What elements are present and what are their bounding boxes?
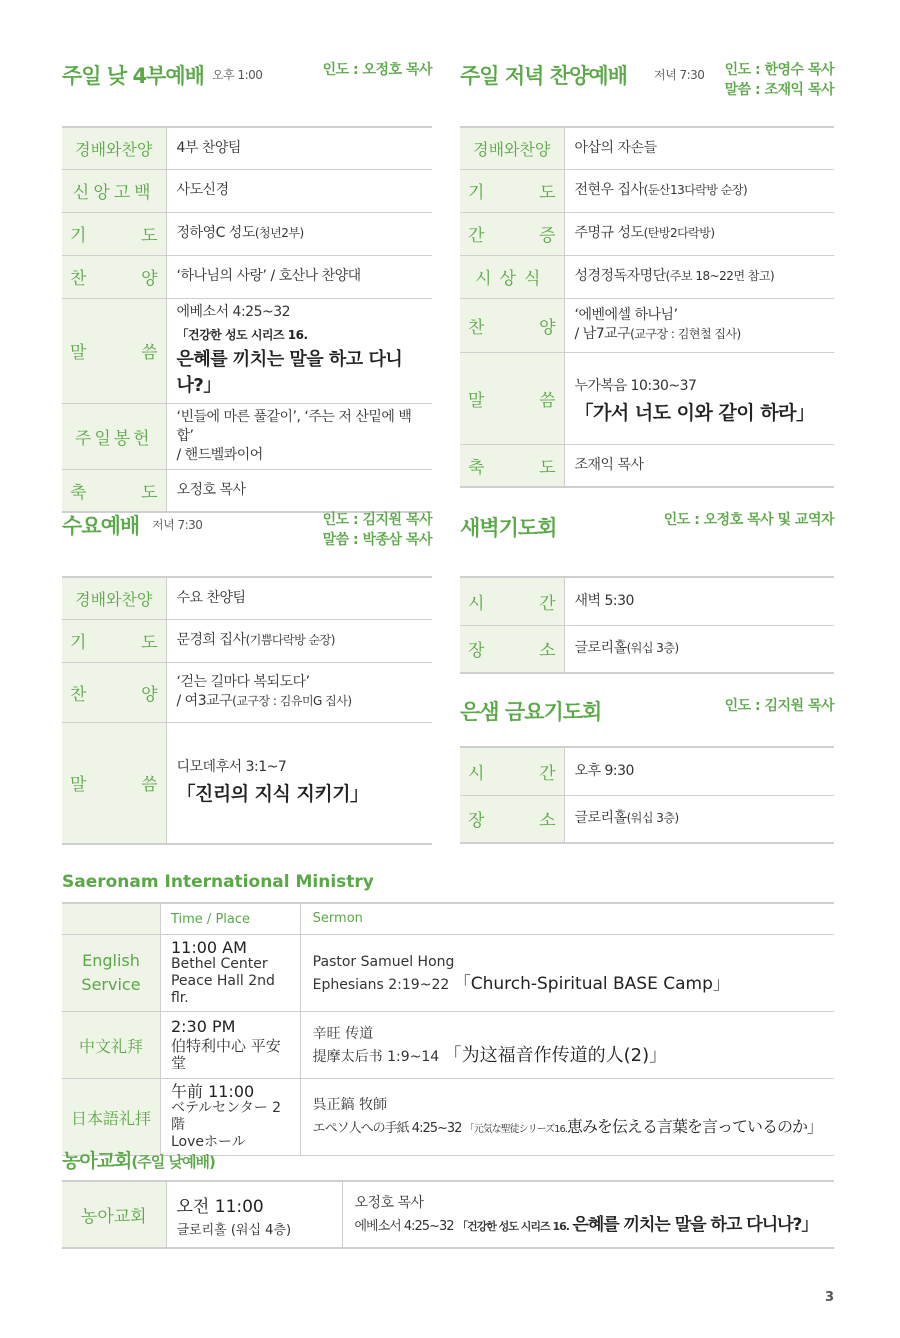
sim-table (62, 902, 834, 1156)
page-number: 3 (824, 1290, 834, 1305)
label-char: 도 (141, 633, 158, 653)
table-row (62, 662, 432, 722)
table-row (62, 722, 432, 844)
row-label (62, 212, 166, 255)
award-note: (주보 18~22면 참고) (665, 269, 775, 283)
preacher: Pastor Samuel Hong (312, 953, 455, 970)
sunday4-time: 오후 1:00 (212, 68, 263, 82)
prayer-name: 문경희 집사 (176, 632, 246, 648)
wednesday-leaders (323, 510, 432, 550)
service-time: 2:30 PM (170, 1017, 236, 1036)
row-label: 경배와찬양 (62, 577, 166, 619)
spread-label (70, 478, 158, 503)
row-label (62, 298, 166, 403)
label-char: 말 (70, 343, 87, 363)
service-name: 中文礼拜 (62, 1012, 160, 1079)
prayer-name: 전현우 집사 (574, 182, 644, 198)
label-char: 찬 (468, 317, 485, 338)
spread-label (468, 221, 556, 246)
time-place (160, 1079, 300, 1156)
table-row (62, 212, 432, 255)
row-label (460, 298, 564, 352)
wednesday-leader: 인도 : 김지원 목사 (322, 512, 432, 528)
nonga-title (62, 1146, 215, 1173)
table-row (460, 577, 834, 625)
prayer-group: (청년2부) (254, 226, 304, 240)
scripture-ref: エペソ人への手紙 4:25~32 (312, 1120, 462, 1136)
table-row (62, 935, 834, 1012)
label-char: 도 (141, 226, 158, 246)
friday-header (460, 696, 834, 746)
sermon-title: 은혜를 끼치는 말을 하고 다니나?」 (176, 348, 403, 396)
table-row (62, 577, 432, 619)
service-name: 日本語礼拝 (62, 1079, 160, 1156)
table-row (460, 747, 834, 795)
scripture-ref: Ephesians 2:19~22 (312, 976, 450, 993)
header-sermon: Sermon (300, 903, 834, 935)
scripture-ref: 에베소서 4:25~32 (354, 1218, 454, 1234)
row-value (564, 212, 834, 255)
row-label (460, 795, 564, 843)
row-value: 새벽 5:30 (564, 577, 834, 625)
testimony-group: (탄방2다락방) (643, 226, 715, 240)
offering-choir: / 핸드벨콰이어 (176, 446, 263, 463)
row-value (564, 298, 834, 352)
choir-name: / 남7교구 (574, 326, 631, 342)
time-place (160, 1012, 300, 1079)
spread-label (468, 178, 556, 203)
label-char: 찬 (70, 269, 87, 289)
label-char: 말 (70, 775, 87, 796)
row-value (564, 625, 834, 673)
spread-label (70, 264, 158, 289)
label-char: 축 (70, 482, 87, 503)
spread-label (70, 770, 158, 795)
spread-label (468, 313, 556, 338)
row-value (166, 662, 432, 722)
label-char: 소 (539, 641, 556, 662)
label-char: 씀 (539, 390, 556, 411)
place-floor: (워십 3층) (626, 811, 679, 826)
friday-section (460, 696, 834, 844)
scripture-ref: 에베소서 4:25~32 (176, 303, 291, 320)
row-value (166, 619, 432, 662)
offering-hymns: ‘빈들에 마른 풀같이’, ‘주는 저 산밑에 백합’ (176, 408, 412, 444)
wednesday-header (62, 510, 432, 576)
row-value: 아삽의 자손들 (564, 127, 834, 169)
label-char: 증 (539, 226, 556, 246)
sunday-evening-leaders (725, 60, 834, 100)
table-row (62, 403, 432, 469)
dawn-header (460, 510, 834, 576)
row-value: 조재익 목사 (564, 444, 834, 487)
nonga-table (62, 1180, 834, 1249)
service-place: 글로리홀 (워십 4층) (176, 1222, 292, 1238)
row-value: 오후 9:30 (564, 747, 834, 795)
row-label (460, 747, 564, 795)
row-label (62, 469, 166, 512)
label-char: 기 (70, 633, 87, 653)
service-time: 11:00 AM (170, 938, 247, 957)
label-char: 기 (468, 183, 485, 203)
row-label (460, 212, 564, 255)
row-label (62, 255, 166, 298)
table-row (62, 469, 432, 512)
wednesday-title: 수요예배 (62, 514, 140, 538)
label-char: 도 (539, 457, 556, 478)
spread-label (468, 453, 556, 478)
sermon-title: 「진리의 지식 지키기」 (176, 783, 369, 806)
label-char: 시 (468, 593, 485, 614)
label-char: 씀 (141, 343, 158, 363)
spread-label (468, 806, 556, 831)
table-header-row (62, 903, 834, 935)
label-char: 간 (468, 226, 485, 246)
label-char: 양 (141, 269, 158, 289)
sermon-series: 「元気な聖徒シリーズ16. (464, 1123, 567, 1135)
table-row (460, 352, 834, 444)
table-row (62, 255, 432, 298)
row-value (564, 169, 834, 212)
sunday4-leader: 인도 : 오정호 목사 (322, 62, 432, 78)
scripture-ref: 提摩太后书 1:9~14 (312, 1048, 440, 1065)
label-char: 장 (468, 641, 485, 662)
row-label (460, 577, 564, 625)
header-time-place: Time / Place (160, 903, 300, 935)
sermon-info (300, 1079, 834, 1156)
label-char: 장 (468, 811, 485, 832)
table-row (460, 625, 834, 673)
wednesday-preacher: 말씀 : 박종삼 목사 (322, 532, 432, 548)
choir-leader: (교구장 : 김현철 집사) (630, 327, 741, 341)
label-char: 양 (539, 317, 556, 338)
sermon-series: 「건강한 성도 시리즈 16. (176, 327, 308, 342)
spread-label (468, 636, 556, 661)
sunday4-header (62, 60, 432, 126)
sunday4-order-table (62, 126, 432, 513)
label-char: 말 (468, 390, 485, 411)
scripture-ref: 디모데후서 3:1~7 (176, 759, 287, 776)
spread-label (70, 338, 158, 363)
testimony-name: 주명규 성도 (574, 225, 644, 241)
row-label (460, 444, 564, 487)
row-label: 주일봉헌 (62, 403, 166, 469)
service-place: ベテルセンター 2階 (170, 1100, 282, 1133)
friday-leader: 인도 : 김지원 목사 (724, 698, 834, 714)
table-row (460, 444, 834, 487)
preacher: 呉正鎬 牧師 (312, 1096, 388, 1113)
table-row (62, 127, 432, 169)
row-value: 4부 찬양팀 (166, 127, 432, 169)
wednesday-section (62, 510, 432, 845)
row-label: 경배와찬양 (460, 127, 564, 169)
friday-info-table (460, 746, 834, 844)
row-value: 수요 찬양팀 (166, 577, 432, 619)
service-name: English Service (62, 935, 160, 1012)
service-name: 농아교회 (62, 1181, 166, 1248)
table-row (460, 298, 834, 352)
row-label: 경배와찬양 (62, 127, 166, 169)
row-label (62, 619, 166, 662)
row-value (166, 212, 432, 255)
row-label (460, 625, 564, 673)
row-value: ‘하나님의 사랑’ / 호산나 찬양대 (166, 255, 432, 298)
scripture-ref: 누가복음 10:30~37 (574, 377, 697, 394)
label-char: 도 (141, 482, 158, 503)
spread-label (70, 680, 158, 705)
wednesday-order-table (62, 576, 432, 845)
row-label (62, 662, 166, 722)
nonga-title-sub: (주일 낮예배) (131, 1153, 215, 1171)
service-place: Bethel Center (170, 956, 268, 972)
spread-label (468, 589, 556, 614)
hymn-title: ‘걷는 길마다 복되도다’ (176, 674, 310, 690)
sermon-line (313, 973, 822, 996)
dawn-leader: 인도 : 오정호 목사 및 교역자 (663, 512, 834, 528)
sunday-evening-time: 저녁 7:30 (654, 68, 705, 82)
sunday4-section (62, 60, 432, 513)
sermon-line (355, 1214, 823, 1238)
dawn-info-table (460, 576, 834, 674)
hymn-title: ‘에벤에셀 하나님’ (574, 307, 678, 323)
label-char: 도 (539, 183, 556, 203)
spread-label (70, 628, 158, 653)
label-char: 양 (141, 684, 158, 705)
friday-title: 은샘 금요기도회 (460, 700, 602, 724)
sermon-line (313, 1116, 822, 1141)
label-char: 씀 (141, 775, 158, 796)
row-label: 시상식 (460, 255, 564, 298)
label-char: 축 (468, 457, 485, 478)
label-char: 찬 (70, 684, 87, 705)
sim-title: Saeronam International Ministry (62, 872, 374, 892)
choir-leader: (교구장 : 김유미G 집사) (232, 694, 352, 708)
row-value (564, 352, 834, 444)
row-label (62, 722, 166, 844)
prayer-name: 정하영C 성도 (176, 225, 255, 241)
hymn-choir (575, 325, 825, 344)
place-name: 글로리홀 (574, 810, 627, 827)
sunday-evening-order-table (460, 126, 834, 488)
sermon-series: 「건강한 성도 시리즈 16. (456, 1219, 569, 1233)
sunday-evening-preacher: 말씀 : 조재익 목사 (724, 82, 834, 98)
sermon-info (300, 935, 834, 1012)
row-value: 사도신경 (166, 169, 432, 212)
table-row (62, 1181, 834, 1248)
sunday-evening-title: 주일 저녁 찬양예배 (460, 64, 627, 88)
row-value (166, 722, 432, 844)
table-row (460, 255, 834, 298)
dawn-section (460, 510, 834, 674)
service-place-detail: Loveホール (170, 1134, 246, 1150)
label-char: 시 (468, 763, 485, 784)
sermon-title: 「가서 너도 이와 같이 하라」 (574, 401, 815, 424)
table-row (460, 795, 834, 843)
row-value (166, 403, 432, 469)
table-row (62, 619, 432, 662)
row-value: 오정호 목사 (166, 469, 432, 512)
hymn-choir (177, 692, 423, 711)
table-row (62, 1079, 834, 1156)
row-label (460, 169, 564, 212)
prayer-group: (둔산13다락방 순장) (643, 183, 748, 197)
table-row (62, 169, 432, 212)
award-text: 성경정독자명단 (574, 268, 666, 284)
table-row (62, 1012, 834, 1079)
service-time: 午前 11:00 (170, 1082, 255, 1101)
service-place-detail: Peace Hall 2nd flr. (170, 973, 275, 1006)
place-floor: (워십 3층) (626, 641, 679, 656)
sermon-title: 은혜를 끼치는 말을 하고 다니나?」 (572, 1214, 818, 1235)
label-char: 간 (539, 593, 556, 614)
place-name: 글로리홀 (574, 640, 627, 657)
sunday-evening-leader: 인도 : 한영수 목사 (724, 62, 834, 78)
wednesday-time: 저녁 7:30 (152, 518, 203, 532)
row-label (460, 352, 564, 444)
sunday-evening-header (460, 60, 834, 126)
preacher: 辛旺 传道 (312, 1025, 374, 1042)
table-row (62, 298, 432, 403)
spread-label (70, 221, 158, 246)
choir-name: / 여3교구 (176, 693, 233, 709)
sermon-title: 「Church-Spiritual BASE Camp」 (453, 973, 730, 994)
service-place: 伯特利中心 平安堂 (170, 1037, 281, 1072)
row-label: 신앙고백 (62, 169, 166, 212)
header-blank (62, 903, 160, 935)
spread-label (468, 759, 556, 784)
label-char: 기 (70, 226, 87, 246)
spread-label (468, 386, 556, 411)
row-value (166, 298, 432, 403)
label-char: 소 (539, 811, 556, 832)
time-place (160, 935, 300, 1012)
row-value (564, 795, 834, 843)
table-row (460, 169, 834, 212)
nonga-title-main: 농아교회 (62, 1150, 132, 1172)
sunday4-title: 주일 낮 4부예배 (62, 64, 204, 88)
prayer-group: (기쁨다락방 순장) (245, 633, 335, 647)
label-char: 간 (539, 763, 556, 784)
row-value (564, 255, 834, 298)
sermon-info (300, 1012, 834, 1079)
sermon-line (313, 1045, 822, 1068)
sermon-title: 「为这福音作传道的人(2)」 (443, 1044, 668, 1066)
service-time: 오전 11:00 (176, 1196, 264, 1217)
sermon-info (342, 1181, 834, 1248)
time-place (166, 1181, 342, 1248)
sunday-evening-section (460, 60, 834, 488)
sermon-title: 恵みを伝える言葉を言っているのか」 (566, 1116, 822, 1136)
table-row (460, 127, 834, 169)
preacher: 오정호 목사 (354, 1194, 424, 1211)
dawn-title: 새벽기도회 (460, 516, 557, 540)
table-row (460, 212, 834, 255)
